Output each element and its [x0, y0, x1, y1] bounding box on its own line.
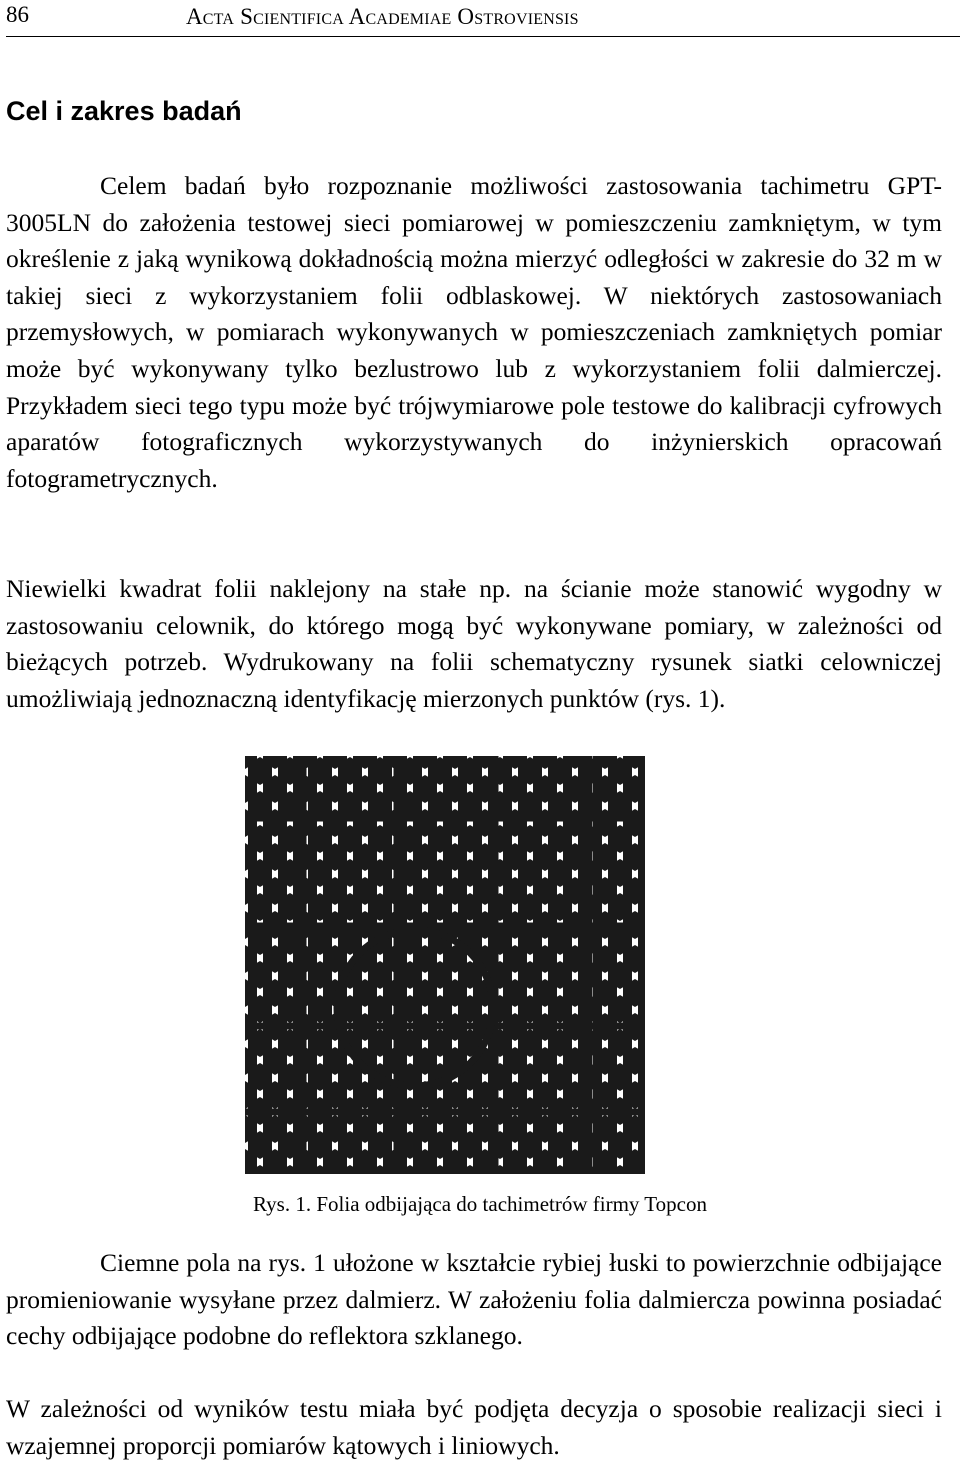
- paragraph-2: Niewielki kwadrat folii naklejony na stałe np. na ścianie może stanowić wygodny w zastosowaniu celownik, do którego mogą być wykonywane pomiary, w zależności od bieżących potrzeb. Wydrukowany na folii schematyczny rysunek siatki celowniczej umożliwiają jednoznaczną identyfikację mierzonych punktów (rys. 1).: [6, 574, 942, 713]
- reflective-foil-figure: [245, 756, 645, 1174]
- figure-caption: Rys. 1. Folia odbijająca do tachimetrów firmy Topcon: [253, 1192, 707, 1216]
- journal-title: Acta Scientifica Academiae Ostroviensis: [186, 4, 579, 29]
- paragraph-3: Ciemne pola na rys. 1 ułożone w kształcie rybiej łuski to powierzchnie odbijające promieniowanie wysyłane przez dalmierz. W założeniu folia dalmiercza powinna posiadać cechy odbijające podobne do reflektora szklanego.: [6, 1248, 942, 1351]
- reflective-foil-image: [245, 756, 645, 1174]
- section-title: Cel i zakres badań: [6, 96, 242, 126]
- paragraph-4: W zależności od wyników testu miała być podjęta decyzja o sposobie realizacji sieci i wzajemnej proporcji pomiarów kątowych i liniowych.: [6, 1394, 942, 1460]
- paragraph-1: Celem badań było rozpoznanie możliwości zastosowania tachimetru GPT-3005LN do założenia testowej sieci pomiarowej w pomieszczeniu zamkniętym, w tym określenie z jaką wynikową dokładnością można mierzyć odległości w zakresie do 32 m w takiej sieci z wykorzystaniem folii odblaskowej. W niektórych zastosowaniach przemysłowych, w pomiarach wykonywanych w pomieszczeniach zamkniętych pomiar może być wykonywany tylko bezlustrowo lub z wykorzystaniem folii dalmierczej. Przykładem sieci tego typu może być trójwymiarowe pole testowe do kalibracji cyfrowych aparatów fotograficznych wykorzystywanych do inżynierskich opracowań fotogrametrycznych.: [6, 171, 942, 493]
- page-header: [6, 0, 960, 37]
- page-number: 86: [6, 2, 29, 27]
